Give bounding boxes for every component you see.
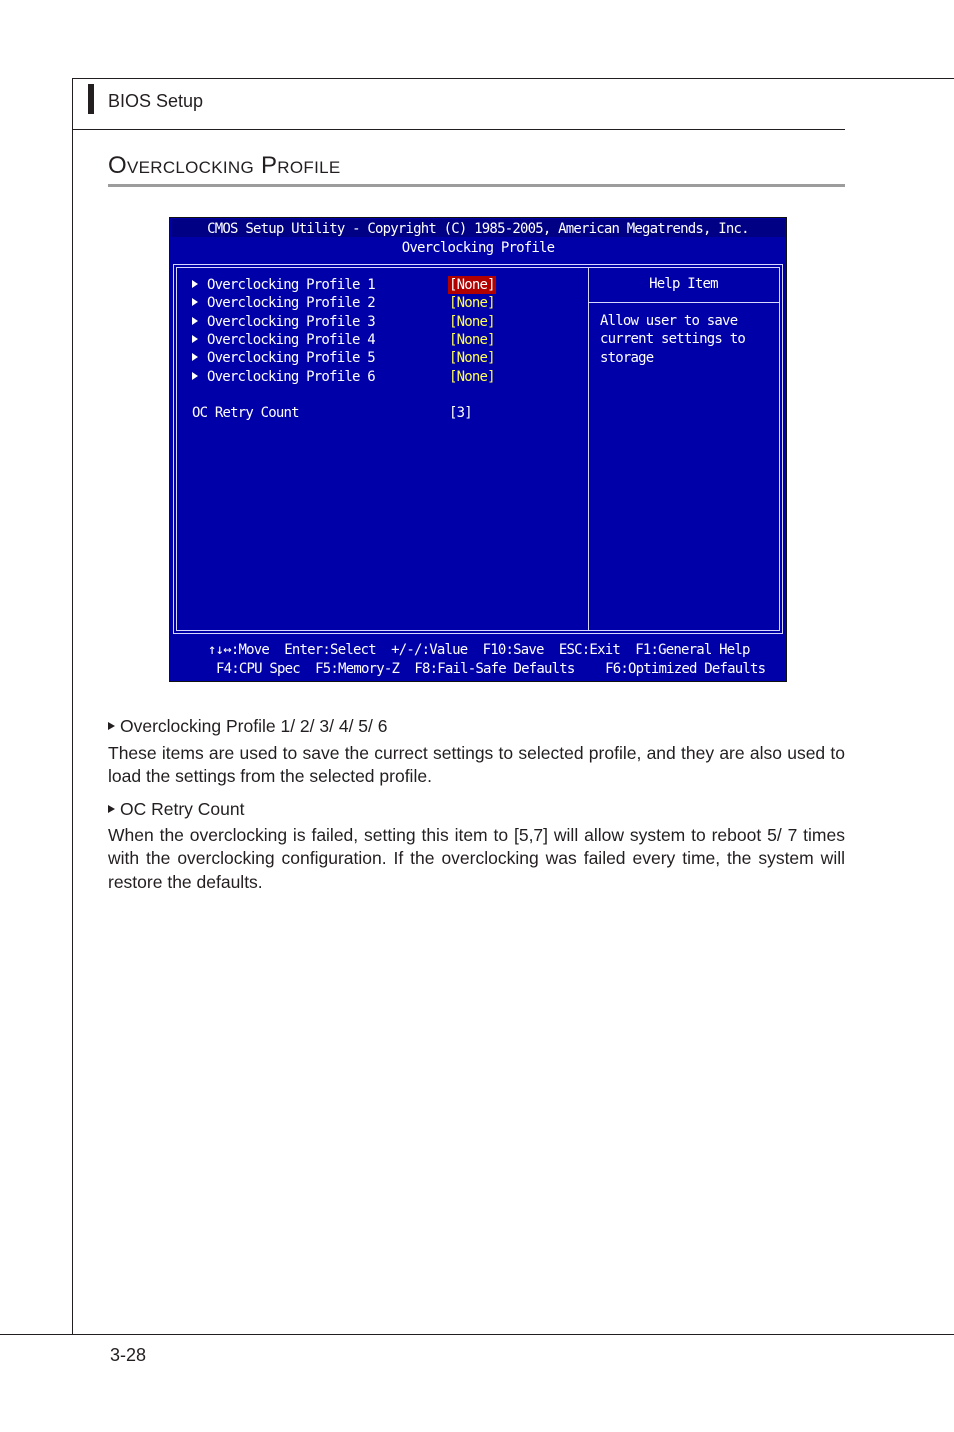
bios-item-label: Overclocking Profile 1 bbox=[207, 277, 375, 293]
page-top-rule bbox=[72, 78, 954, 79]
bios-item-profile-4[interactable] bbox=[192, 331, 375, 349]
triangle-bullet-icon bbox=[108, 722, 115, 730]
submenu-arrow-icon bbox=[192, 372, 198, 380]
bios-item-label: Overclocking Profile 5 bbox=[207, 350, 375, 366]
bios-help-divider bbox=[588, 267, 589, 631]
bios-copyright-line: CMOS Setup Utility - Copyright (C) 1985-2005, American Megatrends, Inc. bbox=[207, 221, 749, 237]
item-heading-oc-retry-count bbox=[108, 799, 244, 820]
submenu-arrow-icon bbox=[192, 298, 198, 306]
bios-item-label: Overclocking Profile 3 bbox=[207, 313, 375, 330]
item-description: When the overclocking is failed, setting this item to [5,7] will allow system to reboot 5/ 7 times with the overclocking configuration. If the overclocking was failed every time, the system will restore the defaults. bbox=[108, 825, 845, 892]
help-item-text: Allow user to save current settings to storage bbox=[600, 313, 745, 366]
triangle-bullet-icon bbox=[108, 805, 115, 813]
page-title: Overclocking Profile bbox=[108, 152, 341, 179]
bios-item-value-retry[interactable]: [3] bbox=[449, 405, 472, 421]
submenu-arrow-icon bbox=[192, 335, 198, 343]
bios-screen-title: Overclocking Profile bbox=[401, 240, 555, 256]
bios-item-profile-5[interactable] bbox=[192, 349, 375, 367]
header-marker-bar bbox=[88, 84, 94, 114]
title-underline bbox=[108, 184, 845, 187]
bios-item-value[interactable]: [None] bbox=[449, 350, 495, 366]
submenu-arrow-icon bbox=[192, 280, 198, 288]
item-heading-text: OC Retry Count bbox=[120, 799, 245, 819]
item-description: These items are used to save the currect settings to selected profile, and they are also used to load the settings from the selected profile. bbox=[108, 743, 845, 787]
bios-screenshot bbox=[169, 217, 787, 682]
submenu-arrow-icon bbox=[192, 317, 198, 325]
bios-item-value[interactable]: [None] bbox=[449, 332, 495, 348]
running-header: BIOS Setup bbox=[108, 91, 204, 111]
bios-item-profile-1[interactable] bbox=[192, 276, 375, 294]
bios-item-value-selected[interactable]: [None] bbox=[449, 277, 495, 293]
help-item-title: Help Item bbox=[649, 276, 718, 292]
bios-item-label: Overclocking Profile 2 bbox=[207, 295, 375, 311]
bios-footer-line-2: F4:CPU Spec F5:Memory-Z F8:Fail-Safe Defaults F6:Optimized Defaults bbox=[216, 660, 766, 677]
bios-footer-line-1: ↑↓↔:Move Enter:Select +/-/:Value F10:Save ESC:Exit F1:General Help bbox=[208, 642, 750, 658]
bios-item-oc-retry-count[interactable]: OC Retry Count bbox=[192, 405, 299, 421]
item-heading-overclocking-profile bbox=[108, 716, 388, 737]
bios-item-profile-3[interactable] bbox=[192, 313, 375, 331]
submenu-arrow-icon bbox=[192, 353, 198, 361]
item-heading-text: Overclocking Profile 1/ 2/ 3/ 4/ 5/ 6 bbox=[120, 716, 388, 736]
bios-item-value[interactable]: [None] bbox=[449, 368, 495, 385]
page-left-rule bbox=[72, 78, 73, 1335]
header-rule bbox=[72, 129, 845, 130]
page-number: 3-28 bbox=[110, 1345, 147, 1365]
bios-item-label: Overclocking Profile 4 bbox=[207, 332, 375, 348]
bios-item-profile-2[interactable] bbox=[192, 294, 375, 312]
bios-help-title-divider bbox=[589, 302, 779, 303]
page-bottom-rule bbox=[0, 1334, 954, 1335]
bios-item-value[interactable]: [None] bbox=[449, 313, 495, 330]
bios-item-label: Overclocking Profile 6 bbox=[207, 368, 375, 385]
bios-item-value[interactable]: [None] bbox=[449, 295, 495, 311]
bios-item-profile-6[interactable] bbox=[192, 368, 375, 386]
